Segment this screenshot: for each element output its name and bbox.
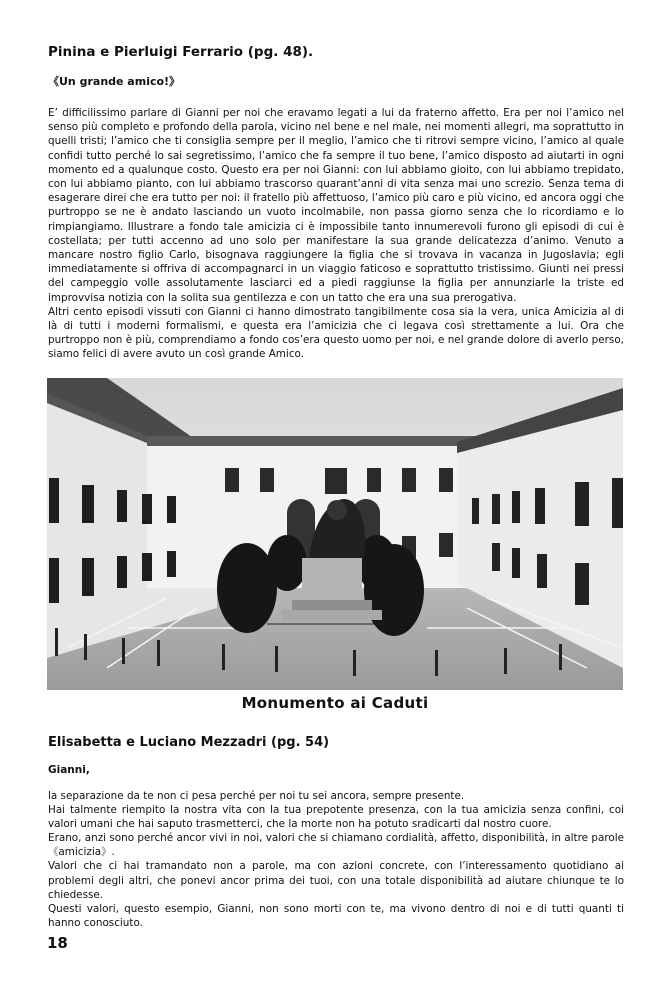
page-number: 18 — [47, 934, 68, 952]
paragraph: Altri cento episodi vissuti con Gianni ci hanno dimostrato tangibilmente cosa sia la vera, unica Amicizia al di là di tutti i moderni formalismi, e questa era l’amicizia che ci legava così strettamente a lui. Ora che purtroppo non è più, comprendiamo a fondo cos’era questo uomo per noi, e nel grande dolore di averlo perso, siamo felici di avere avuto un così grande Amico. — [48, 305, 624, 361]
monument-photo — [47, 378, 623, 690]
paragraph: Hai talmente riempito la nostra vita con la tua prepotente presenza, con la tua amicizia senza confini, coi valori umani che hai saputo trasmetterci, che la morte non ha potuto sradicarti dal nostro cuore. — [48, 804, 624, 831]
section-title-mezzadri: Elisabetta e Luciano Mezzadri (pg. 54) — [48, 735, 330, 750]
paragraph: la separazione da te non ci pesa perché per noi tu sei ancora, sempre presente. — [48, 790, 465, 802]
paragraph: Erano, anzi sono perché ancor vivi in noi, valori che si chiamano cordialità, affetto, disponibilità, in altre parole 《amicizia》. — [48, 832, 624, 859]
paragraph: E’ difficilissimo parlare di Gianni per noi che eravamo legati a lui da fraterno affetto. Era per noi l’amico nel senso più completo e profondo della parola, vicino nel bene e nel male, nei momenti allegri, ma soprattutto in quelli tristi; l’amico che ti consiglia sempre per il meglio, l’amico che ti ritrovi sempre vicino, l’amico al quale confidi tutto perché lo sai segretissimo, l’amico che fa sempre il tuo bene, l’amico disposto ad aiutarti in ogni momento ed a qualunque costo. Questo era per noi Gianni: con lui abbiamo gioito, con lui abbiamo trepidato, con lui abbiamo pianto, con lui abbiamo trascorso quarant’anni di vita senza mai uno screzio. Senza tema di esagerare direi che era tutto per noi: il fratello più affettuoso, l’amico più caro e più vicino, ed ancora oggi che purtroppo se ne è andato lasciando un vuoto incolmabile, non passa giorno senza che lo ricordiamo e lo rimpiangiamo. Illustrare a fondo tale amicizia ci è impossibile tanto innumerevoli furono gli episodi di cui è costellata; per tutti accenno ad uno solo per manifestare la sua grande delicatezza d’animo. Venuto a mancare nostro figlio Carlo, bisognava raggiungere la figlia che si trovava in vacanza in Jugoslavia; egli immediatamente si offriva di accompagnarci in un viaggio faticoso e soprattutto tristissimo. Giunti nei pressi del campeggio volle assolutamente lasciarci ed a piedi raggiunse la figlia per annunziarle la triste ed improvvisa notizia con la solita sua gentilezza e con un tatto che era una sua prerogativa. — [48, 107, 624, 304]
paragraph: Valori che ci hai tramandato non a parole, ma con azioni concrete, con l’interessamento quotidiano ai problemi degli altri, che ponevi ancor prima dei tuoi, con una totale disponibilità ad aiutare chiunque te lo chiedesse. — [48, 860, 624, 901]
paragraph: Questi valori, questo esempio, Gianni, non sono morti con te, ma vivono dentro di noi e di tutti quanti ti hanno conosciuto. — [48, 902, 624, 929]
mezzadri-text — [48, 789, 624, 930]
greeting: Gianni, — [48, 764, 90, 776]
ferrario-text — [48, 106, 624, 362]
photo-caption: Monumento ai Caduti — [241, 694, 429, 712]
section-title-ferrario: Pinina e Pierluigi Ferrario (pg. 48). — [48, 44, 314, 60]
section-subtitle: 《Un grande amico!》 — [48, 75, 181, 88]
